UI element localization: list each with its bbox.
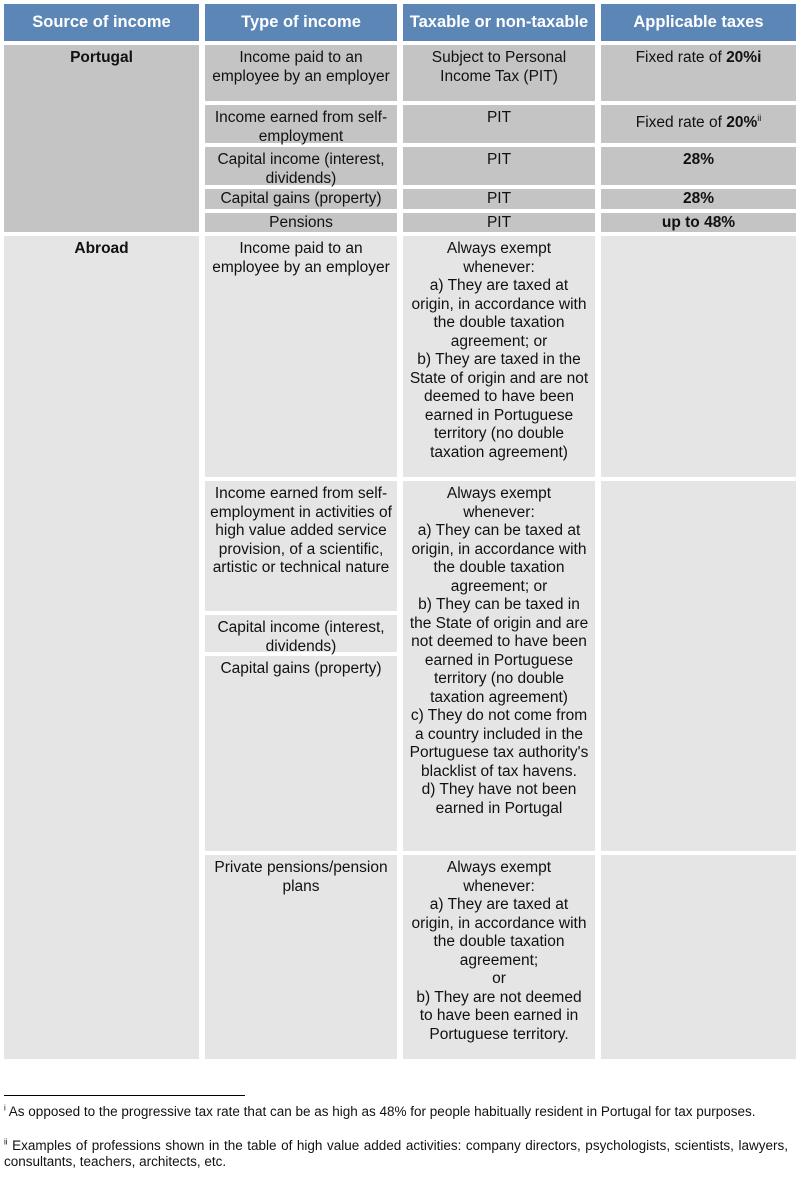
table-row-type: Capital income (interest, dividends) [205, 615, 397, 652]
footnote-ii: $^{ii}$ Examples of professions shown in the table of high value added activities: company directors, psychologists, scientists, lawyers, consultants, teachers, architects, etc. [4, 1137, 788, 1169]
table-row-tax [601, 855, 796, 1059]
column-header-taxes: Applicable taxes [601, 4, 796, 41]
table-row-tax [601, 236, 796, 477]
source-portugal: Portugal [4, 45, 199, 232]
table-row-taxable: PIT [403, 189, 595, 209]
table-row-taxable: Subject to Personal Income Tax (PIT) [403, 45, 595, 101]
table-row-taxable: PIT [403, 105, 595, 143]
table-row-tax: 28% [601, 189, 796, 209]
table-row-type: Income earned from self-employment in activities of high value added service provision, of a scientific, artistic or technical nature [205, 481, 397, 611]
table-row-type: Income paid to an employee by an employer [205, 236, 397, 477]
table-row-tax: 28% [601, 147, 796, 185]
table-row-taxable: Always exempt whenever: a) They are taxed at origin, in accordance with the double taxation agreement; or b) They are not deemed to have been earned in Portuguese territory. [403, 855, 595, 1059]
table-row-type: Private pensions/pension plans [205, 855, 397, 1059]
table-row-taxable: PIT [403, 147, 595, 185]
table-row-tax: Fixed rate of 20%i [601, 45, 796, 101]
column-header-taxable: Taxable or non-taxable [403, 4, 595, 41]
table-row-type: Pensions [205, 213, 397, 232]
table-row-tax: Fixed rate of 20%$^{ii}$ [601, 105, 796, 143]
table-row-type: Capital income (interest, dividends) [205, 147, 397, 185]
table-row-type: Income earned from self-employment [205, 105, 397, 143]
table-row-taxable: PIT [403, 213, 595, 232]
table-row-tax [601, 481, 796, 851]
column-header-type: Type of income [205, 4, 397, 41]
source-abroad: Abroad [4, 236, 199, 1059]
table-row-type: Capital gains (property) [205, 656, 397, 851]
table-row-type: Income paid to an employee by an employer [205, 45, 397, 101]
table-row-tax: up to 48% [601, 213, 796, 232]
table-row-taxable: Always exempt whenever: a) They can be taxed at origin, in accordance with the double taxation agreement; or b) They can be taxed in the State of origin and are not deemed to have been earned in Portuguese territory (no double taxation agreement) c) They do not come from a country included in the Portuguese tax authority's blacklist of tax havens. d) They have not been earned in Portugal [403, 481, 595, 851]
table-row-type: Capital gains (property) [205, 189, 397, 209]
table-row-taxable: Always exempt whenever: a) They are taxed at origin, in accordance with the double taxation agreement; or b) They are taxed in the State of origin and are not deemed to have been earned in Portuguese territory (no double taxation agreement) [403, 236, 595, 477]
footnote-i: $^i$ As opposed to the progressive tax rate that can be as high as 48% for people habitually resident in Portugal for tax purposes. [4, 1103, 756, 1119]
footnote-divider [4, 1095, 245, 1096]
column-header-source: Source of income [4, 4, 199, 41]
